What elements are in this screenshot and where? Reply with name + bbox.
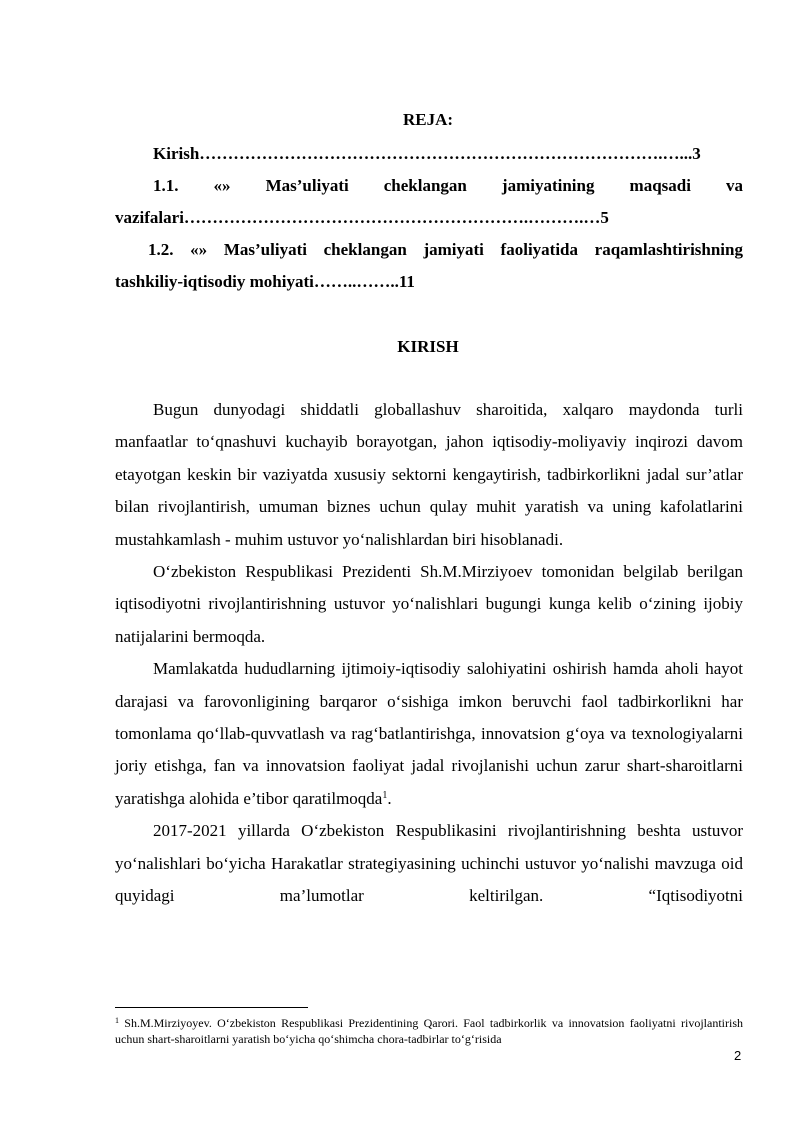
paragraph-3	[115, 653, 743, 815]
plan-title: REJA:	[402, 110, 454, 129]
page-number: 2	[734, 1048, 742, 1063]
toc-item-2-line-1: 1.2. «» Mas’uliyati cheklangan jamiyati faoliyatida raqamlashtirishning	[148, 240, 743, 259]
body-text	[115, 394, 743, 913]
toc-item-1-line-1: 1.1. «» Mas’uliyati cheklangan jamiyatining maqsadi va	[153, 176, 743, 195]
footnote-separator	[115, 1007, 308, 1008]
footnote-marker: 1	[115, 1016, 119, 1025]
toc-intro: Kirish……………………………………………………………………….…...3	[153, 144, 701, 163]
paragraph-3-text: Mamlakatda hududlarning ijtimoiy-iqtisodiy salohiyatini oshirish hamda aholi hayot darajasi va farovonligining barqaror o‘sishiga imkon beruvchi faol tadbirkorlikni har tomonlama qo‘llab-quvvatlash va rag‘batlantirishga, innovatsion g‘oya va texnologiyalarni joriy etishga, fan va innovatsion faoliyat jadal rivojlanishi uchun zarur shart-sharoitlarni yaratishga alohida e’tibor qaratilmoqda	[115, 659, 743, 808]
footnote-reference[interactable]: 1	[382, 789, 388, 801]
footnote-text: Sh.M.Mirziyoyev. O‘zbekiston Respublikasi Prezidentining Qarori. Faol tadbirkorlik va innovatsion faoliyatni rivojlantirish uchun shart-sharoitlarni yaratish bo‘yicha qo‘shimcha chora-tadbirlar to‘g‘risida	[115, 1016, 743, 1046]
paragraph-3-end: .	[387, 788, 392, 808]
toc-item-1-line-2: vazifalari…………………………………………………….……….…5	[115, 208, 609, 227]
paragraph-2: O‘zbekiston Respublikasi Prezidenti Sh.M.Mirziyoev tomonidan belgilab berilgan iqtisodiyotni rivojlantirishning ustuvor yo‘nalishlari bugungi kunga kelib o‘zining ijobiy natijalarini bermoqda.	[115, 562, 743, 646]
table-of-contents	[115, 138, 743, 298]
footnote	[115, 1015, 743, 1047]
paragraph-1: Bugun dunyodagi shiddatli globallashuv sharoitida, xalqaro maydonda turli manfaatlar to‘qnashuvi kuchayib borayotgan, jahon iqtisodiy-moliyaviy inqirozi davom etayotgan keskin bir vaziyatda xususiy sektorni kengaytirish, tadbirkorlikni jadal sur’atlar bilan rivojlantirish, umuman biznes uchun qulay muhit yaratish va uning kafolatlarini mustahkamlash - muhim ustuvor yo‘nalishlardan biri hisoblanadi.	[115, 400, 743, 549]
toc-item-2-line-2: tashkiliy-iqtisodiy mohiyati……..……..11	[115, 272, 415, 291]
paragraph-4: 2017-2021 yillarda O‘zbekiston Respublikasini rivojlantirishning beshta ustuvor yo‘nalishlari bo‘yicha Harakatlar strategiyasining uchinchi ustuvor yo‘nalishi mavzuga oid quyidagi ma’lumotlar keltirilgan. “Iqtisodiyotni	[115, 821, 743, 906]
section-title: KIRISH	[397, 337, 459, 356]
